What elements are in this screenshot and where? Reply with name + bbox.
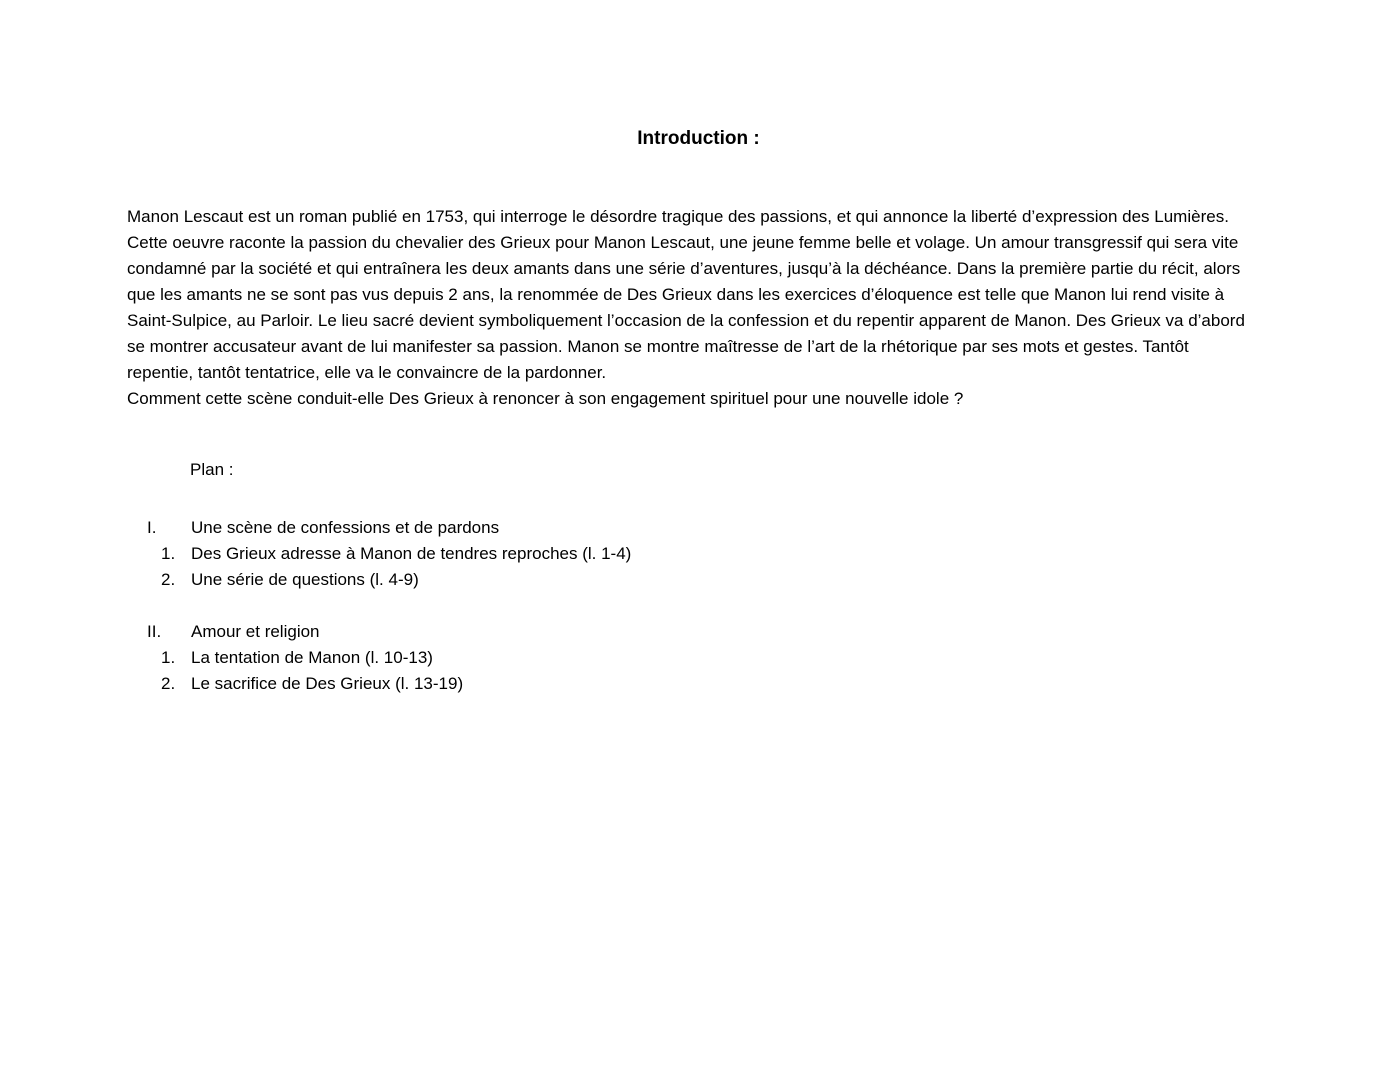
- outline-item: [127, 645, 1258, 671]
- outline-item-text: Le sacrifice de Des Grieux (l. 13-19): [191, 674, 464, 693]
- plan-outline: [127, 515, 1258, 697]
- plan-label: Plan :: [190, 460, 234, 479]
- outline-item-number: 1.: [161, 544, 176, 563]
- outline-item-text: La tentation de Manon (l. 10-13): [191, 648, 433, 667]
- outline-section-2: [127, 619, 1258, 697]
- outline-section-1: [127, 515, 1258, 593]
- outline-section-1-heading: [127, 515, 1258, 541]
- outline-section-1-numeral: I.: [147, 518, 157, 537]
- outline-section-2-title: Amour et religion: [191, 622, 320, 641]
- outline-item: [127, 541, 1258, 567]
- document-title: Introduction :: [637, 128, 760, 149]
- outline-section-2-heading: [127, 619, 1258, 645]
- outline-section-2-numeral: II.: [147, 622, 162, 641]
- outline-item-text: Une série de questions (l. 4-9): [191, 570, 419, 589]
- intro-paragraph: Manon Lescaut est un roman publié en 1753, qui interroge le désordre tragique des passions, et qui annonce la liberté d’expression des Lumières. Cette oeuvre raconte la passion du chevalier des Grieux pour Manon Lescaut, une jeune femme belle et volage. Un amour transgressif qui sera vite condamné par la société et qui entraînera les deux amants dans une série d’aventures, jusqu’à la déchéance. Dans la première partie du récit, alors que les amants ne se sont pas vus depuis 2 ans, la renommée de Des Grieux dans les exercices d’éloquence est telle que Manon lui rend visite à Saint-Sulpice, au Parloir. Le lieu sacré devient symboliquement l’occasion de la confession et du repentir apparent de Manon. Des Grieux va d’abord se montrer accusateur avant de lui manifester sa passion. Manon se montre maîtresse de l’art de la rhétorique par ses mots et gestes. Tantôt repentie, tantôt tentatrice, elle va le convaincre de la pardonner.: [127, 207, 1245, 382]
- outline-item-number: 1.: [161, 648, 176, 667]
- document-body: [127, 204, 1258, 697]
- problem-question: Comment cette scène conduit-elle Des Grieux à renoncer à son engagement spirituel pour une nouvelle idole ?: [127, 389, 964, 408]
- outline-item: [127, 567, 1258, 593]
- outline-item-number: 2.: [161, 570, 176, 589]
- outline-section-1-title: Une scène de confessions et de pardons: [191, 518, 500, 537]
- outline-item-text: Des Grieux adresse à Manon de tendres reproches (l. 1-4): [191, 544, 632, 563]
- outline-item: [127, 671, 1258, 697]
- outline-item-number: 2.: [161, 674, 176, 693]
